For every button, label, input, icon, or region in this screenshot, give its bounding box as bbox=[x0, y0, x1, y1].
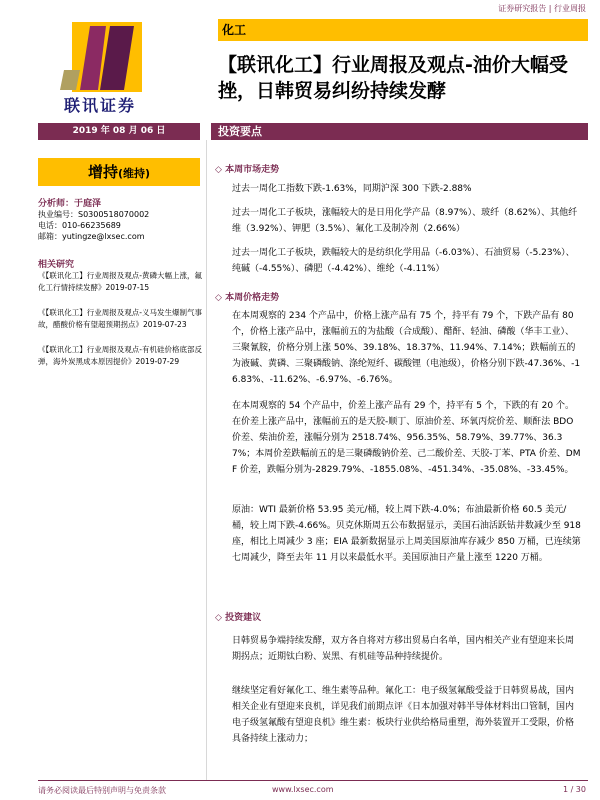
license-number: 执业编号：S0300518070002 bbox=[38, 210, 150, 219]
report-title: 【联讯化工】行业周报及观点-油价大幅受挫，日韩贸易纠纷持续发酵 bbox=[218, 54, 568, 102]
diamond-icon: ◇ bbox=[215, 613, 226, 623]
rating-badge bbox=[38, 158, 200, 186]
report-type-label: 证券研究报告 | 行业周报 bbox=[498, 4, 586, 13]
related-report-link[interactable]: 《【联讯化工】行业周报及观点-义马发生爆制气事故，醋酸价格有望超预期拐点》2019-07-23 bbox=[38, 308, 202, 329]
investment-advice-heading: ◇ 投资建议 bbox=[215, 613, 262, 623]
disclaimer-note: 请务必阅读最后特别声明与免责条款 bbox=[38, 786, 166, 795]
market-paragraph: 过去一周化工子板块，跌幅较大的是纺织化学用品（-6.03%）、石油贸易（-5.23%）、纯碱（-4.55%）、磷肥（-4.42%）、维纶（-4.11%） bbox=[232, 248, 575, 274]
phone-number: 电话：010-66235689 bbox=[38, 221, 121, 230]
website-link[interactable]: www.lxsec.com bbox=[272, 785, 334, 794]
section-header: 投资要点 bbox=[211, 123, 588, 140]
footer-divider bbox=[38, 780, 588, 781]
brand-name: 联讯证券 bbox=[64, 96, 137, 115]
advice-paragraph: 继续坚定看好氟化工、维生素等品种。氟化工：电子级氢氟酸受益于日韩贸易战，国内相关企业有望迎来良机，详见我们前期点评《日本加强对韩半导体材料出口管制，国内电子级氢氟酸有望迎良机》维生素：板块行业供给格局重塑，海外装置开工受限，价格具备持续上涨动力； bbox=[232, 686, 575, 744]
category-bar bbox=[218, 19, 588, 41]
related-report-link[interactable]: 《【联讯化工】行业周报及观点-黄磷大幅上涨，氟化工行情持续发酵》2019-07-15 bbox=[38, 271, 202, 292]
price-trend-heading: ◇ 本周价格走势 bbox=[215, 293, 280, 303]
related-research-title: 相关研究 bbox=[38, 260, 75, 270]
price-paragraph: 在本周观察的 54 个产品中，价差上涨产品有 29 个，持平有 5 个，下跌的有 20 个。在价差上涨产品中，涨幅前五的是天胶-顺丁、原油价差、环氧丙烷价差、顺酐法 BDO 价差、柴油价差，涨幅分别为 2518.74%、956.35%、58.79%、39.77%、36.37%；本周价差跌幅前五的是三聚磷酸钠价差、己二酸价差、天胶-丁苯、PTA 价差、DMF 价差，跌幅分别为-2829.79%、-1855.08%、-451.34%、-35.08%、-33.45%。 bbox=[232, 401, 581, 475]
related-report-link[interactable]: 《【联讯化工】行业周报及观点-有机硅价格底部反弹，海外炭黑成本原因提价》2019-07-29 bbox=[38, 345, 202, 366]
oil-paragraph: 原油：WTI 最新价格 53.95 美元/桶，较上周下跌-4.0%；布油最新价格 60.5 美元/桶，较上周下跌-4.66%。贝克休斯周五公布数据显示，美国石油活跃钻井数减少至 918 座，相比上周减少 3 座；EIA 最新数据显示上周美国原油库存减少 850 万桶，已连续第七周减少，降至去年 11 月以来最低水平。美国原油日产量上涨至 1220 万桶。 bbox=[232, 505, 581, 563]
report-date: 2019 年 08 月 06 日 bbox=[38, 123, 200, 140]
market-paragraph: 过去一周化工子板块，涨幅较大的是日用化学产品（8.97%）、玻纤（8.62%）、其他纤维（3.92%）、钾肥（3.5%）、氟化工及制冷剂（2.66%） bbox=[232, 208, 578, 234]
diamond-icon: ◇ bbox=[215, 165, 226, 175]
page-number: 1 / 30 bbox=[562, 785, 586, 794]
diamond-icon: ◇ bbox=[215, 293, 226, 303]
analyst-name: 分析师：于庭泽 bbox=[38, 199, 102, 209]
rating-value: 增持 bbox=[87, 163, 118, 181]
price-paragraph: 在本周观察的 234 个产品中，价格上涨产品有 75 个，持平有 79 个，下跌产品有 80 个，价格上涨产品中，涨幅前五的为盐酸（合成酸）、醋酐、轻油、磷酸（华丰工业）、三聚氰胺，价格分别上涨 50%、39.18%、18.37%、11.94%、7.14%；跌幅前五的为液碱、黄磷、三聚磷酸钠、涤纶短纤、碳酸锂（电池级），价格分别下跌-47.36%、-16.83%、-11.62%、-6.97%、-6.76%。 bbox=[232, 311, 581, 385]
market-trend-heading: ◇ 本周市场走势 bbox=[215, 165, 280, 175]
email-address: 邮箱：yutingze@lxsec.com bbox=[38, 232, 145, 241]
market-paragraph: 过去一周化工指数下跌-1.63%，同期沪深 300 下跌-2.88% bbox=[232, 184, 472, 194]
category-label: 化工 bbox=[222, 23, 247, 37]
advice-paragraph: 日韩贸易争端持续发酵，双方各自将对方移出贸易白名单，国内相关产业有望迎来长周期拐点；近期钛白粉、炭黑、有机硅等品种持续提价。 bbox=[232, 636, 575, 662]
column-divider bbox=[206, 140, 207, 780]
rating-sub: (维持) bbox=[117, 167, 151, 180]
